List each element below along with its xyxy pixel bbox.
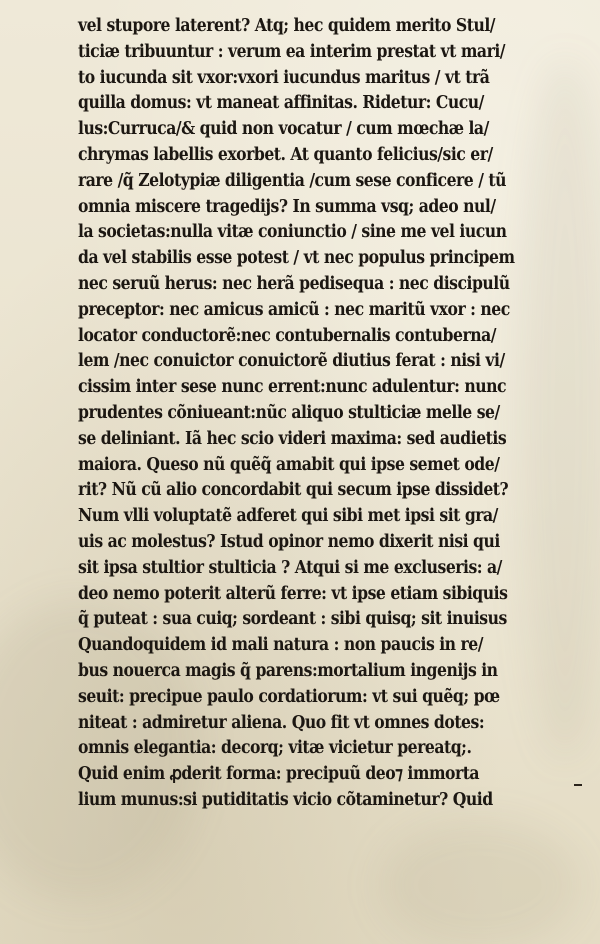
text-line-31: lium munus:si putiditatis vicio cõtaminetur? Quid (78, 789, 493, 810)
text-line-17: se deliniant. Iã hec scio videri maxima: sed audietis (78, 428, 507, 449)
text-line-25: Quandoquidem id mali natura : non paucis in re/ (78, 635, 483, 656)
text-line-28: niteat : admiretur aliena. Quo fit vt omnes dotes: (78, 712, 485, 733)
text-line-7: rare /q̃ Zelotypiæ diligentia /cum sese conficere / tũ (78, 170, 507, 191)
text-line-20: Num vlli voluptatẽ adferet qui sibi met ipsi sit gra/ (78, 506, 498, 527)
text-line-18: maiora. Queso nũ quẽq̃ amabit qui ipse semet ode/ (78, 454, 500, 475)
text-line-23: deo nemo poterit alterũ ferre: vt ipse etiam sibiquis (78, 583, 508, 604)
text-line-29: omnis elegantia: decorq; vitæ vicietur pereatq;. (78, 738, 472, 759)
text-line-9: la societas:nulla vitæ coniunctio / sine me vel iucun (78, 222, 507, 243)
text-line-16: prudentes cõniueant:nũc aliquo stulticiæ melle se/ (78, 402, 500, 423)
text-line-11: nec seruũ herus: nec herã pedisequa : nec discipulũ (78, 273, 510, 294)
text-line-10: da vel stabilis esse potest / vt nec populus principem (78, 248, 515, 269)
text-line-19: rit? Nũ cũ alio concordabit qui secum ipse dissidet? (78, 480, 509, 501)
text-line-15: cissim inter sese nunc errent:nunc adulentur: nunc (78, 377, 507, 398)
text-line-21: uis ac molestus? Istud opinor nemo dixerit nisi qui (78, 531, 500, 552)
text-line-30: Quid enim ꝓderit forma: precipuũ deo⁊ immorta (78, 764, 480, 785)
text-line-12: preceptor: nec amicus amicũ : nec maritũ vxor : nec (78, 299, 510, 320)
text-line-5: lus:Curruca/& quid non vocatur / cum mœchæ la/ (78, 119, 489, 140)
text-line-26: bus nouerca magis q̃ parens:mortalium ingenijs in (78, 660, 498, 681)
text-line-22: sit ipsa stultior stulticia ? Atqui si me excluseris: a/ (78, 557, 502, 578)
margin-mark (574, 784, 582, 786)
text-line-4: quilla domus: vt maneat affinitas. Ridetur: Cucu/ (78, 93, 484, 114)
text-line-2: ticiæ tribuuntur : verum ea interim prestat vt mari/ (78, 41, 506, 62)
text-line-14: lem /nec conuictor conuictorẽ diutius ferat : nisi vi/ (78, 351, 505, 372)
text-line-27: seuit: precipue paulo cordatiorum: vt sui quẽq; pœ (78, 686, 500, 707)
text-line-8: omnia miscere tragedijs? In summa vsq; adeo nul/ (78, 196, 496, 217)
text-line-1: vel stupore laterent? Atq; hec quidem merito Stul/ (78, 16, 496, 36)
text-block (78, 14, 578, 814)
text-line-6: chrymas labellis exorbet. At quanto felicius/sic er/ (78, 144, 493, 165)
text-line-24: q̃ puteat : sua cuiq; sordeant : sibi quisq; sit inuisus (78, 609, 507, 630)
text-line-3: to iucunda sit vxor:vxori iucundus maritus / vt trã (78, 67, 490, 88)
text-line-13: locator conductorẽ:nec contubernalis contuberna/ (78, 325, 496, 346)
